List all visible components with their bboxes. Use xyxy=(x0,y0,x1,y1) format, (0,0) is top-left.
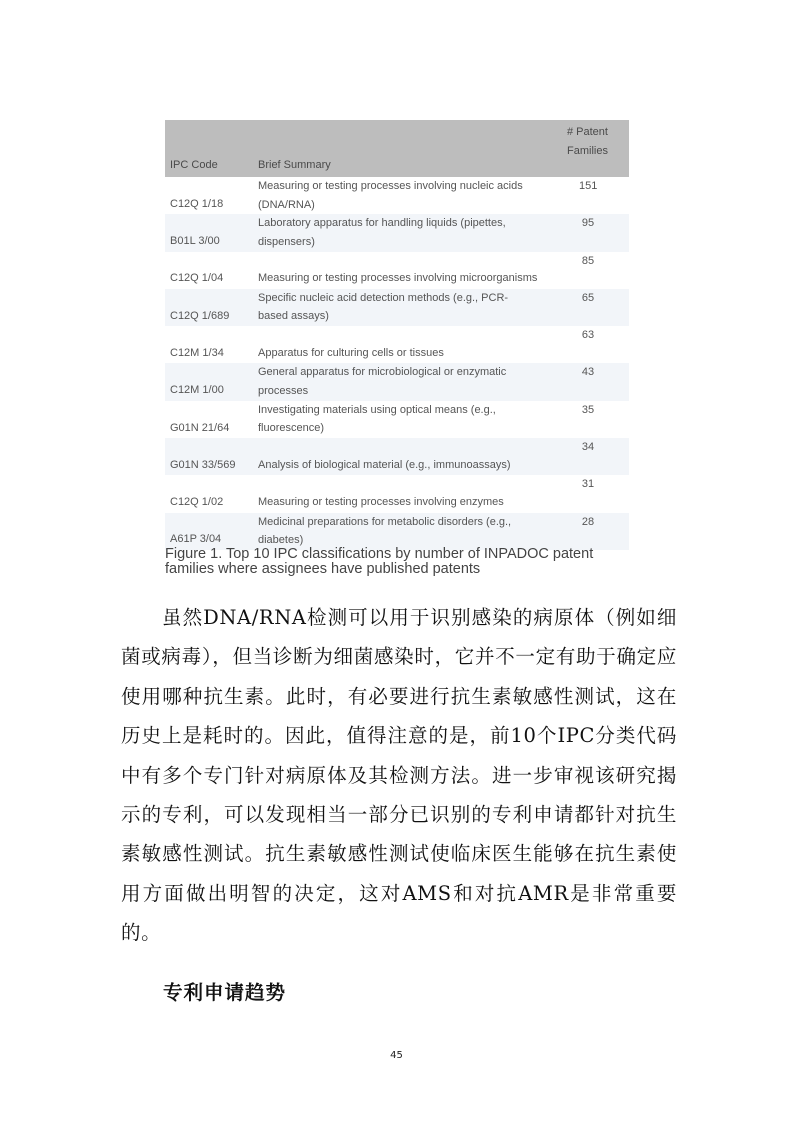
table-row xyxy=(165,177,629,214)
ipc-code-cell: G01N 33/569 xyxy=(170,458,236,471)
summary-cell xyxy=(258,269,558,288)
table-row xyxy=(165,401,629,438)
ipc-code-cell: C12Q 1/02 xyxy=(170,496,224,509)
summary-line2: (DNA/RNA) xyxy=(258,198,315,211)
summary-cell xyxy=(258,513,558,550)
table-header xyxy=(165,120,629,177)
patent-count-cell: 43 xyxy=(581,366,595,379)
header-ipc-code: IPC Code xyxy=(170,159,218,171)
ipc-table xyxy=(165,120,629,550)
caption-line1: Figure 1. Top 10 IPC classifications by number of INPADOC patent xyxy=(165,546,594,562)
header-brief-summary: Brief Summary xyxy=(258,159,331,171)
summary-line1: Measuring or testing processes involving microorganisms xyxy=(258,272,538,285)
summary-line1: Specific nucleic acid detection methods (e.g., PCR- xyxy=(258,291,509,304)
table-row xyxy=(165,252,629,289)
figure-caption xyxy=(165,547,635,577)
summary-line1: Analysis of biological material (e.g., immunoassays) xyxy=(258,458,511,471)
patent-count-cell: 28 xyxy=(581,515,595,528)
table-body xyxy=(165,177,629,550)
summary-cell xyxy=(258,177,558,214)
summary-cell xyxy=(258,401,558,438)
summary-line1: Investigating materials using optical means (e.g., xyxy=(258,403,496,416)
summary-line2: based assays) xyxy=(258,310,329,323)
patent-count-cell: 65 xyxy=(581,291,595,304)
body-paragraph: 虽然DNA/RNA检测可以用于识别感染的病原体（例如细菌或病毒），但当诊断为细菌感染时，它并不一定有助于确定应使用哪种抗生素。此时，有必要进行抗生素敏感性测试，这在历史上是耗时的。因此，值得注意的是，前10个IPC分类代码中有多个专门针对病原体及其检测方法。进一步审视该研究揭示的专利，可以发现相当一部分已识别的专利申请都针对抗生素敏感性测试。抗生素敏感性测试使临床医生能够在抗生素使用方面做出明智的决定，这对AMS和对抗AMR是非常重要的。 xyxy=(121,606,677,945)
ipc-code-cell: C12Q 1/04 xyxy=(170,272,224,285)
summary-cell xyxy=(258,289,558,326)
section-heading: 专利申请趋势 xyxy=(163,981,287,1004)
table-row xyxy=(165,513,629,550)
header-count-line2: Families xyxy=(567,145,608,157)
caption-line2: families where assignees have published patents xyxy=(165,561,481,577)
patent-count-cell: 151 xyxy=(579,180,598,192)
patent-count-cell: 34 xyxy=(581,441,595,454)
patent-count-cell: 31 xyxy=(581,478,595,491)
patent-count-cell: 63 xyxy=(581,329,595,342)
patent-count-cell: 85 xyxy=(581,254,595,267)
table-row xyxy=(165,326,629,363)
table-row xyxy=(165,438,629,475)
summary-line1: Apparatus for culturing cells or tissues xyxy=(258,346,444,359)
summary-line2: processes xyxy=(258,384,309,397)
table-row xyxy=(165,475,629,512)
header-patent-families xyxy=(567,123,608,161)
summary-cell xyxy=(258,344,558,363)
summary-cell xyxy=(258,214,558,251)
page-number: 45 xyxy=(390,1050,403,1061)
table-row xyxy=(165,363,629,400)
ipc-code-cell: C12Q 1/18 xyxy=(170,197,224,210)
table-row xyxy=(165,214,629,251)
summary-line2: dispensers) xyxy=(258,235,315,248)
summary-cell xyxy=(258,363,558,400)
patent-count-cell: 95 xyxy=(581,217,595,230)
ipc-code-cell: G01N 21/64 xyxy=(170,421,230,434)
header-count-line1: # Patent xyxy=(567,126,608,138)
ipc-code-cell: C12M 1/00 xyxy=(170,384,224,397)
patent-count-cell: 35 xyxy=(581,403,595,416)
ipc-code-cell: C12M 1/34 xyxy=(170,346,224,359)
summary-cell xyxy=(258,493,558,512)
summary-line1: Medicinal preparations for metabolic disorders (e.g., xyxy=(258,515,512,528)
summary-line2: diabetes) xyxy=(258,534,304,547)
summary-cell xyxy=(258,456,558,475)
summary-line2: fluorescence) xyxy=(258,422,325,435)
ipc-code-cell: B01L 3/00 xyxy=(170,235,220,248)
summary-line1: Laboratory apparatus for handling liquids (pipettes, xyxy=(258,217,506,230)
ipc-code-cell: A61P 3/04 xyxy=(170,533,222,546)
summary-line1: Measuring or testing processes involving enzymes xyxy=(258,496,504,509)
table-row xyxy=(165,289,629,326)
summary-line1: Measuring or testing processes involving nucleic acids xyxy=(258,180,523,192)
summary-line1: General apparatus for microbiological or enzymatic xyxy=(258,366,507,379)
ipc-code-cell: C12Q 1/689 xyxy=(170,309,230,322)
